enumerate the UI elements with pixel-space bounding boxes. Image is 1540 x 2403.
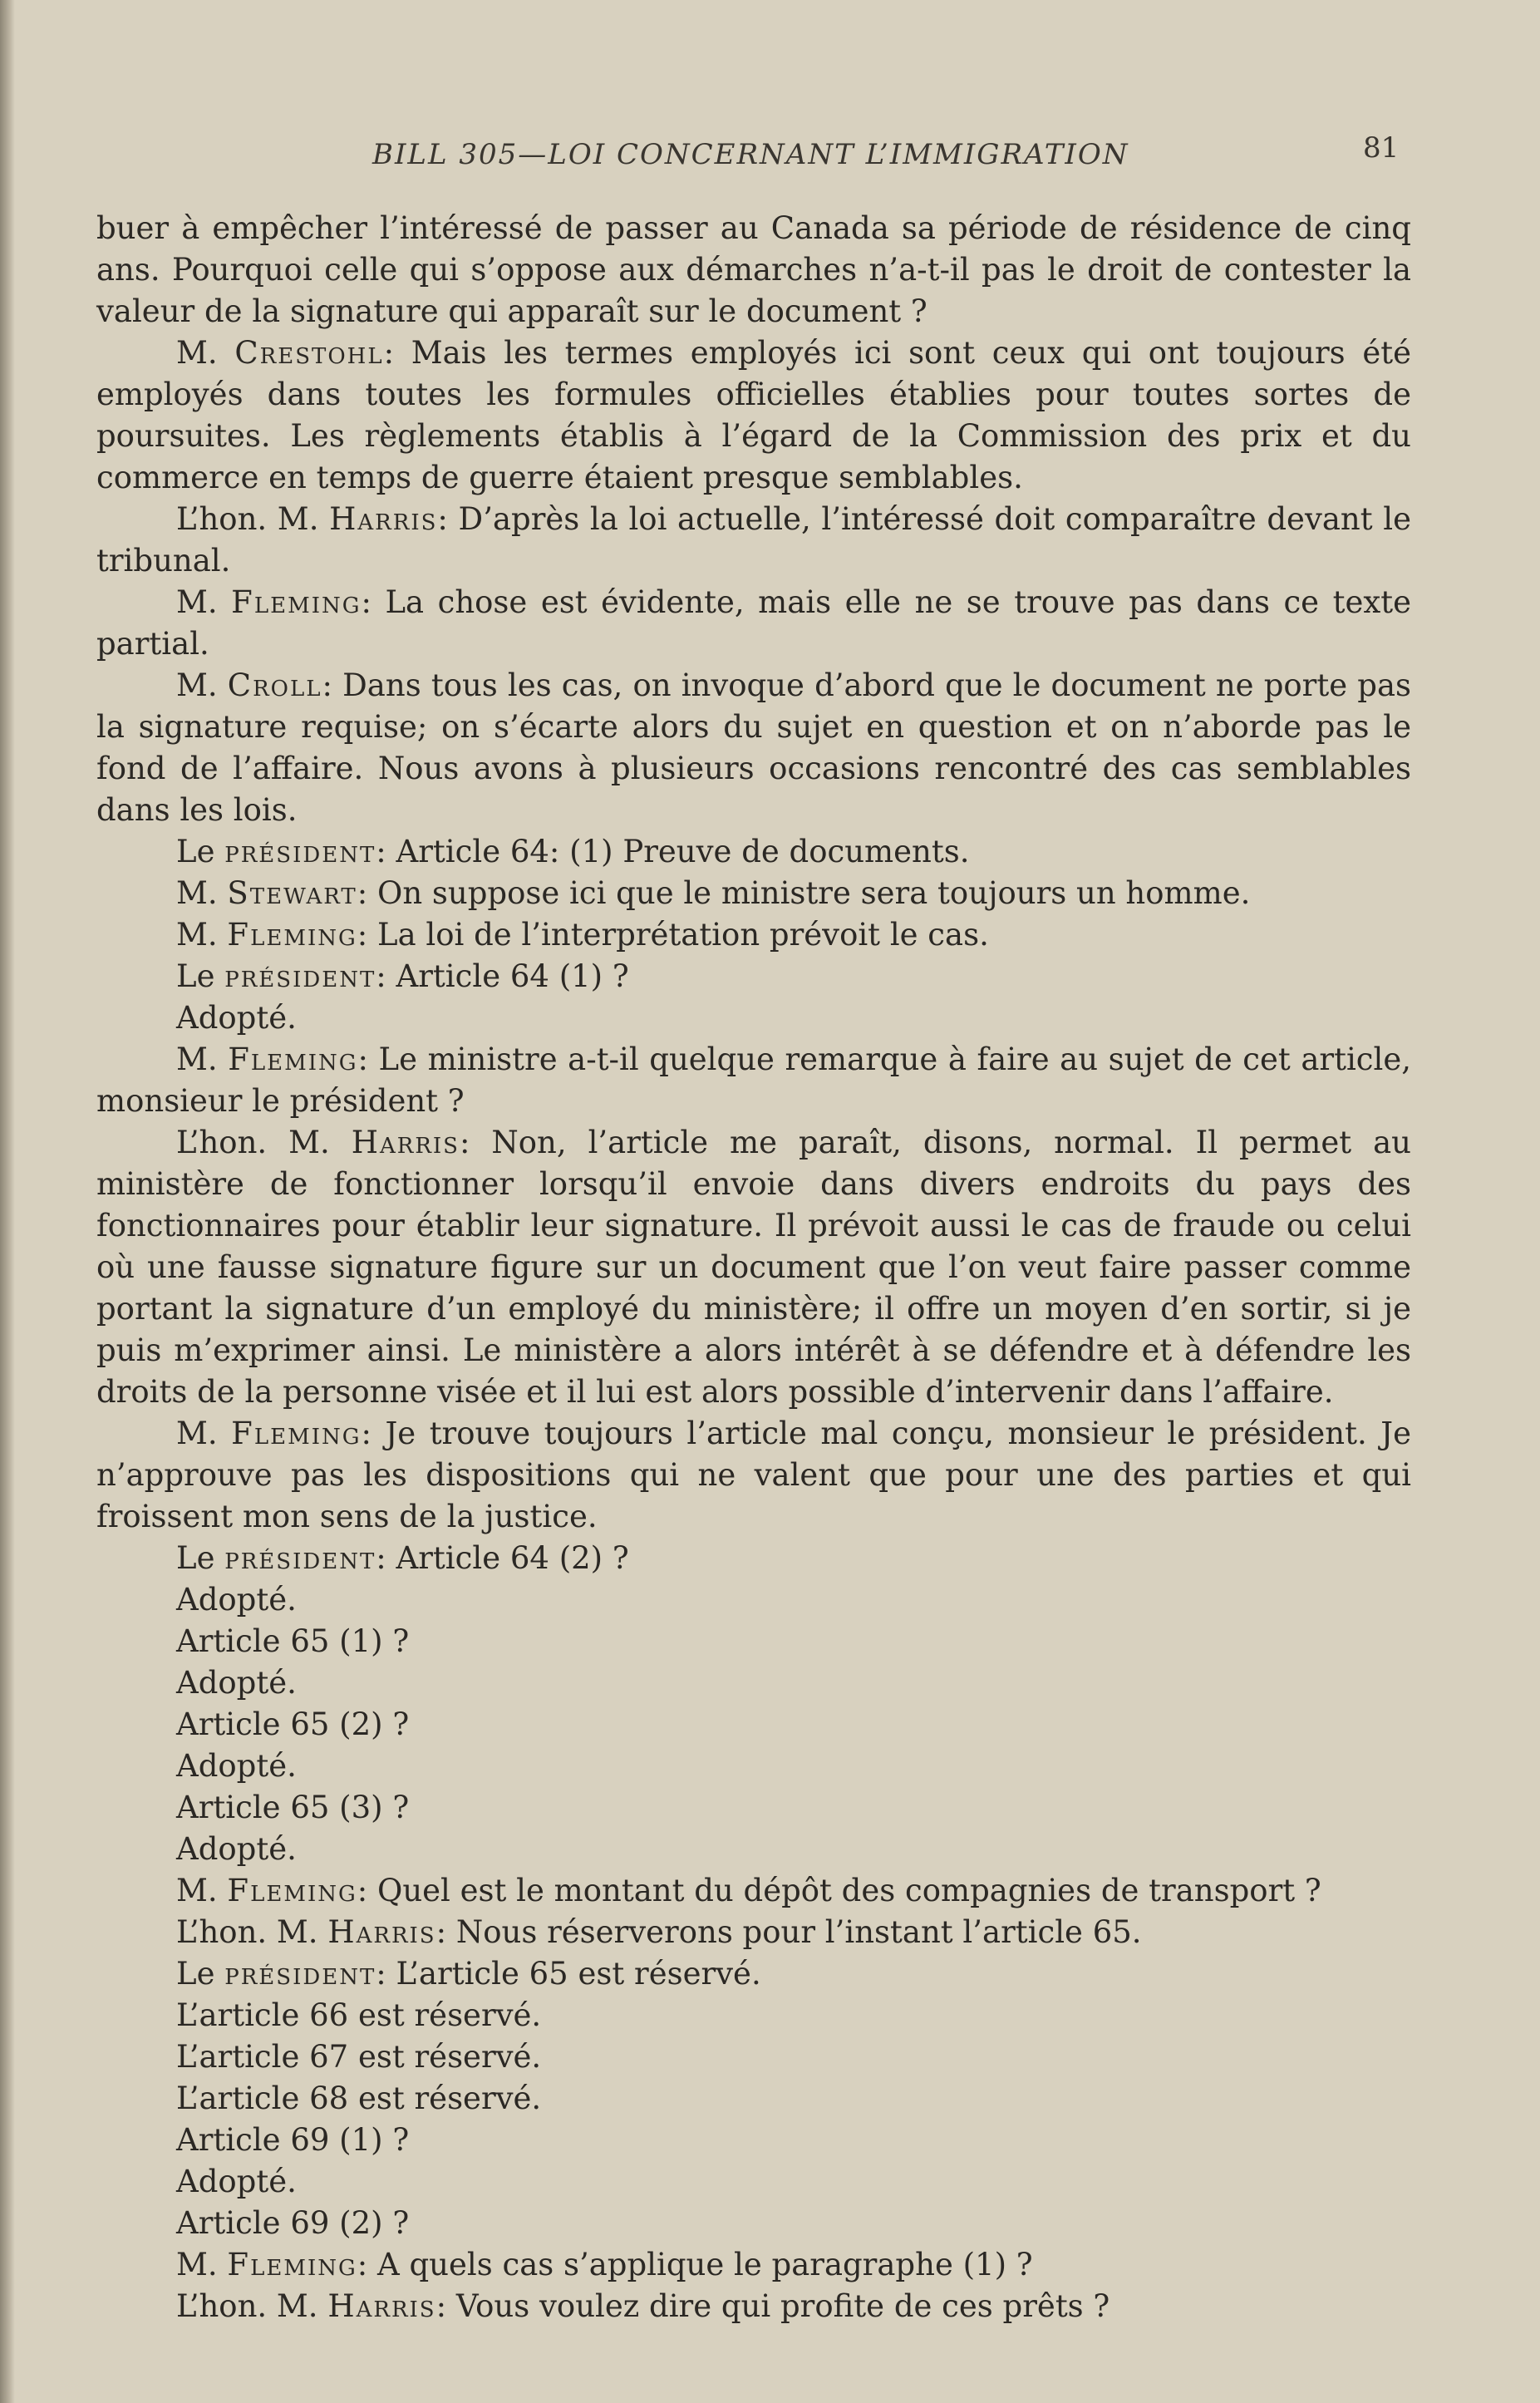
speaker-prefix: M.	[176, 1873, 228, 1908]
speaker-prefix: M.	[176, 1416, 232, 1451]
paragraph-text: Adopté.	[176, 1748, 297, 1784]
speaker-prefix: L’hon. M.	[176, 2288, 328, 2324]
speech-paragraph	[96, 1122, 1411, 1413]
speaker-prefix: L’hon. M.	[176, 1914, 328, 1950]
paragraph-text: Article 65 (2) ?	[176, 1706, 410, 1742]
speaker-name: président	[224, 834, 376, 869]
paragraph-text: Adopté.	[176, 1582, 297, 1618]
speaker-prefix: M.	[176, 335, 235, 371]
text-paragraph	[96, 1662, 1411, 1704]
paragraph-text: : Article 64 (1) ?	[376, 958, 629, 994]
paragraph-text: Article 69 (1) ?	[176, 2122, 410, 2158]
speaker-prefix: L’hon. M.	[176, 1125, 352, 1160]
paragraph-text: Article 65 (1) ?	[176, 1623, 410, 1659]
page-number: 81	[1363, 131, 1400, 165]
text-paragraph	[96, 1746, 1411, 1787]
speaker-name: Fleming	[227, 917, 357, 953]
speaker-name: Harris	[351, 1125, 460, 1160]
speaker-name: Fleming	[227, 1873, 357, 1908]
speaker-prefix: Le	[176, 834, 225, 869]
speaker-name: président	[224, 1956, 376, 1992]
paragraph-text: : Dans tous les cas, on invoque d’abord que le document ne porte pas la signature requise; on s’écarte alors du sujet en question et on n’aborde pas le fond de l’affaire. Nous avons à plusieurs occasions rencontré des cas semblables dans les lois.	[96, 667, 1411, 828]
speech-paragraph	[96, 1538, 1411, 1579]
speaker-name: Harris	[329, 501, 438, 537]
paragraph-text: L’article 68 est réservé.	[176, 2080, 542, 2116]
speech-paragraph	[96, 1953, 1411, 1995]
paragraph-text: : Article 64 (2) ?	[376, 1540, 629, 1576]
speaker-prefix: Le	[176, 958, 225, 994]
speech-paragraph	[96, 956, 1411, 997]
speech-paragraph	[96, 1870, 1411, 1912]
speaker-name: Fleming	[228, 1041, 358, 1077]
speaker-name: président	[224, 1540, 376, 1576]
speaker-prefix: M.	[176, 2247, 228, 2282]
speech-paragraph	[96, 873, 1411, 914]
paragraph-text: Article 69 (2) ?	[176, 2205, 410, 2241]
speaker-prefix: M.	[176, 875, 228, 911]
text-paragraph	[96, 1704, 1411, 1746]
speaker-name: Fleming	[231, 1416, 362, 1451]
speaker-prefix: M.	[176, 917, 228, 953]
paragraph-text: : Le ministre a-t-il quelque remarque à faire au sujet de cet article, monsieur le président ?	[96, 1041, 1411, 1119]
paragraph-text: : On suppose ici que le ministre sera toujours un homme.	[357, 875, 1251, 911]
speaker-name: Crestohl	[234, 335, 384, 371]
page-spine-shadow	[0, 0, 15, 2403]
speech-paragraph	[96, 914, 1411, 956]
speaker-name: Fleming	[231, 584, 362, 620]
speech-paragraph	[96, 2286, 1411, 2327]
page-header	[0, 125, 1540, 175]
speaker-prefix: M.	[176, 1041, 229, 1077]
speaker-name: Croll	[227, 667, 322, 703]
speech-paragraph	[96, 332, 1411, 499]
speech-paragraph	[96, 582, 1411, 665]
speaker-name: Stewart	[227, 875, 357, 911]
paragraph-text: : L’article 65 est réservé.	[376, 1956, 761, 1992]
paragraph-text: : Nous réserverons pour l’instant l’article 65.	[435, 1914, 1142, 1950]
paragraph-text: Adopté.	[176, 1665, 297, 1701]
text-paragraph	[96, 2120, 1411, 2161]
text-paragraph	[96, 2036, 1411, 2078]
speech-paragraph	[96, 831, 1411, 873]
text-paragraph	[96, 2161, 1411, 2203]
speech-paragraph	[96, 2244, 1411, 2286]
paragraph-text: : La chose est évidente, mais elle ne se trouve pas dans ce texte partial.	[96, 584, 1411, 662]
page-body	[96, 208, 1411, 2327]
paragraph-text: : Je trouve toujours l’article mal conçu, monsieur le président. Je n’approuve pas les dispositions qui ne valent que pour une des parties et qui froissent mon sens de la justice.	[96, 1416, 1411, 1534]
paragraph-text: : La loi de l’interprétation prévoit le cas.	[357, 917, 989, 953]
speaker-prefix: M.	[176, 584, 232, 620]
text-paragraph	[96, 1579, 1411, 1621]
paragraph-text: : Mais les termes employés ici sont ceux qui ont toujours été employés dans toutes les formules officielles établies pour toutes sortes de poursuites. Les règlements établis à l’égard de la Commission des prix et du commerce en temps de guerre étaient presque semblables.	[96, 335, 1411, 495]
paragraph-text: L’article 67 est réservé.	[176, 2039, 542, 2075]
paragraph-text: : Vous voulez dire qui profite de ces prêts ?	[435, 2288, 1110, 2324]
paragraph-text: Adopté.	[176, 1000, 297, 1036]
paragraph-text: : Quel est le montant du dépôt des compagnies de transport ?	[357, 1873, 1321, 1908]
text-paragraph	[96, 1621, 1411, 1662]
speech-paragraph	[96, 499, 1411, 582]
text-paragraph	[96, 1995, 1411, 2036]
text-paragraph	[96, 1787, 1411, 1829]
speaker-prefix: L’hon. M.	[176, 501, 330, 537]
speaker-prefix: Le	[176, 1956, 225, 1992]
text-paragraph	[96, 997, 1411, 1039]
speaker-prefix: M.	[176, 667, 228, 703]
text-paragraph	[96, 2078, 1411, 2120]
text-paragraph	[96, 208, 1411, 332]
running-head: BILL 305—LOI CONCERNANT L’IMMIGRATION	[372, 138, 1129, 171]
paragraph-text: : A quels cas s’applique le paragraphe (1) ?	[357, 2247, 1033, 2282]
speech-paragraph	[96, 1912, 1411, 1953]
speaker-name: Fleming	[227, 2247, 357, 2282]
speech-paragraph	[96, 1039, 1411, 1122]
speaker-prefix: Le	[176, 1540, 225, 1576]
speaker-name: président	[224, 958, 376, 994]
speech-paragraph	[96, 665, 1411, 831]
text-paragraph	[96, 2203, 1411, 2244]
paragraph-text: : D’après la loi actuelle, l’intéressé doit comparaître devant le tribunal.	[96, 501, 1412, 579]
paragraph-text: L’article 66 est réservé.	[176, 1997, 542, 2033]
text-paragraph	[96, 1829, 1411, 1870]
paragraph-text: buer à empêcher l’intéressé de passer au Canada sa période de résidence de cinq ans. Pourquoi celle qui s’oppose aux démarches n’a-t-il pas le droit de contester la valeur de la signature qui apparaît sur le document ?	[96, 210, 1411, 329]
paragraph-text: Adopté.	[176, 1831, 297, 1867]
speaker-name: Harris	[327, 2288, 436, 2324]
speaker-name: Harris	[327, 1914, 436, 1950]
speech-paragraph	[96, 1413, 1411, 1538]
paragraph-text: : Non, l’article me paraît, disons, normal. Il permet au ministère de fonctionner lorsqu’il envoie dans divers endroits du pays des fonctionnaires pour établir leur signature. Il prévoit aussi le cas de fraude ou celui où une fausse signature figure sur un document que l’on veut faire passer comme portant la signature d’un employé du ministère; il offre un moyen d’en sortir, si je puis m’exprimer ainsi. Le ministère a alors intérêt à se défendre et à défendre les droits de la personne visée et il lui est alors possible d’intervenir dans l’affaire.	[96, 1125, 1411, 1410]
paragraph-text: Adopté.	[176, 2164, 297, 2199]
paragraph-text: : Article 64: (1) Preuve de documents.	[376, 834, 970, 869]
paragraph-text: Article 65 (3) ?	[176, 1790, 410, 1825]
